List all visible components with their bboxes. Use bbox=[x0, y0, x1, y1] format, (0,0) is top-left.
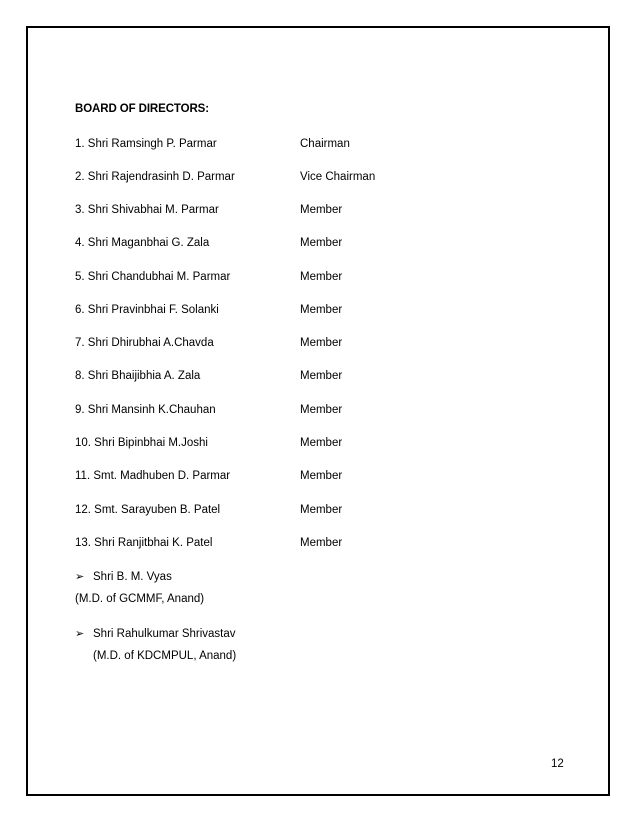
director-name: 6. Shri Pravinbhai F. Solanki bbox=[75, 304, 219, 316]
director-role: Member bbox=[300, 237, 343, 249]
director-role: Chairman bbox=[300, 138, 350, 150]
director-row bbox=[75, 304, 555, 320]
director-role: Member bbox=[300, 370, 343, 382]
director-row bbox=[75, 337, 555, 353]
director-row bbox=[75, 271, 555, 287]
arrow-bullet-icon: ➢ bbox=[75, 571, 85, 583]
special-member-name: Shri B. M. Vyas bbox=[93, 571, 172, 583]
director-name: 12. Smt. Sarayuben B. Patel bbox=[75, 504, 221, 516]
director-name: 2. Shri Rajendrasinh D. Parmar bbox=[75, 171, 235, 183]
director-role: Member bbox=[300, 337, 343, 349]
board-heading: BOARD OF DIRECTORS: bbox=[75, 103, 209, 115]
director-row bbox=[75, 537, 555, 553]
director-role: Member bbox=[300, 537, 343, 549]
director-row bbox=[75, 437, 555, 453]
arrow-bullet-icon: ➢ bbox=[75, 628, 85, 640]
director-name: 13. Shri Ranjitbhai K. Patel bbox=[75, 537, 213, 549]
page-number: 12 bbox=[551, 758, 564, 770]
special-member-item bbox=[75, 570, 172, 583]
director-row bbox=[75, 504, 555, 520]
director-row bbox=[75, 138, 555, 154]
director-row bbox=[75, 404, 555, 420]
director-row bbox=[75, 470, 555, 486]
director-name: 3. Shri Shivabhai M. Parmar bbox=[75, 204, 219, 216]
director-role: Member bbox=[300, 470, 343, 482]
director-row bbox=[75, 204, 555, 220]
director-row bbox=[75, 370, 555, 386]
director-name: 10. Shri Bipinbhai M.Joshi bbox=[75, 437, 208, 449]
special-member-item bbox=[75, 627, 236, 640]
director-name: 11. Smt. Madhuben D. Parmar bbox=[75, 470, 231, 482]
director-row bbox=[75, 237, 555, 253]
director-role: Member bbox=[300, 404, 343, 416]
director-role: Member bbox=[300, 437, 343, 449]
director-role: Vice Chairman bbox=[300, 171, 376, 183]
director-role: Member bbox=[300, 304, 343, 316]
director-row bbox=[75, 171, 555, 187]
director-role: Member bbox=[300, 204, 343, 216]
director-name: 1. Shri Ramsingh P. Parmar bbox=[75, 138, 217, 150]
director-role: Member bbox=[300, 504, 343, 516]
director-role: Member bbox=[300, 271, 343, 283]
special-member-note: (M.D. of KDCMPUL, Anand) bbox=[93, 650, 237, 662]
director-name: 7. Shri Dhirubhai A.Chavda bbox=[75, 337, 214, 349]
director-name: 4. Shri Maganbhai G. Zala bbox=[75, 237, 210, 249]
special-member-note: (M.D. of GCMMF, Anand) bbox=[75, 593, 205, 605]
director-name: 9. Shri Mansinh K.Chauhan bbox=[75, 404, 216, 416]
special-member-name: Shri Rahulkumar Shrivastav bbox=[93, 628, 236, 640]
director-name: 8. Shri Bhaijibhia A. Zala bbox=[75, 370, 201, 382]
director-name: 5. Shri Chandubhai M. Parmar bbox=[75, 271, 231, 283]
